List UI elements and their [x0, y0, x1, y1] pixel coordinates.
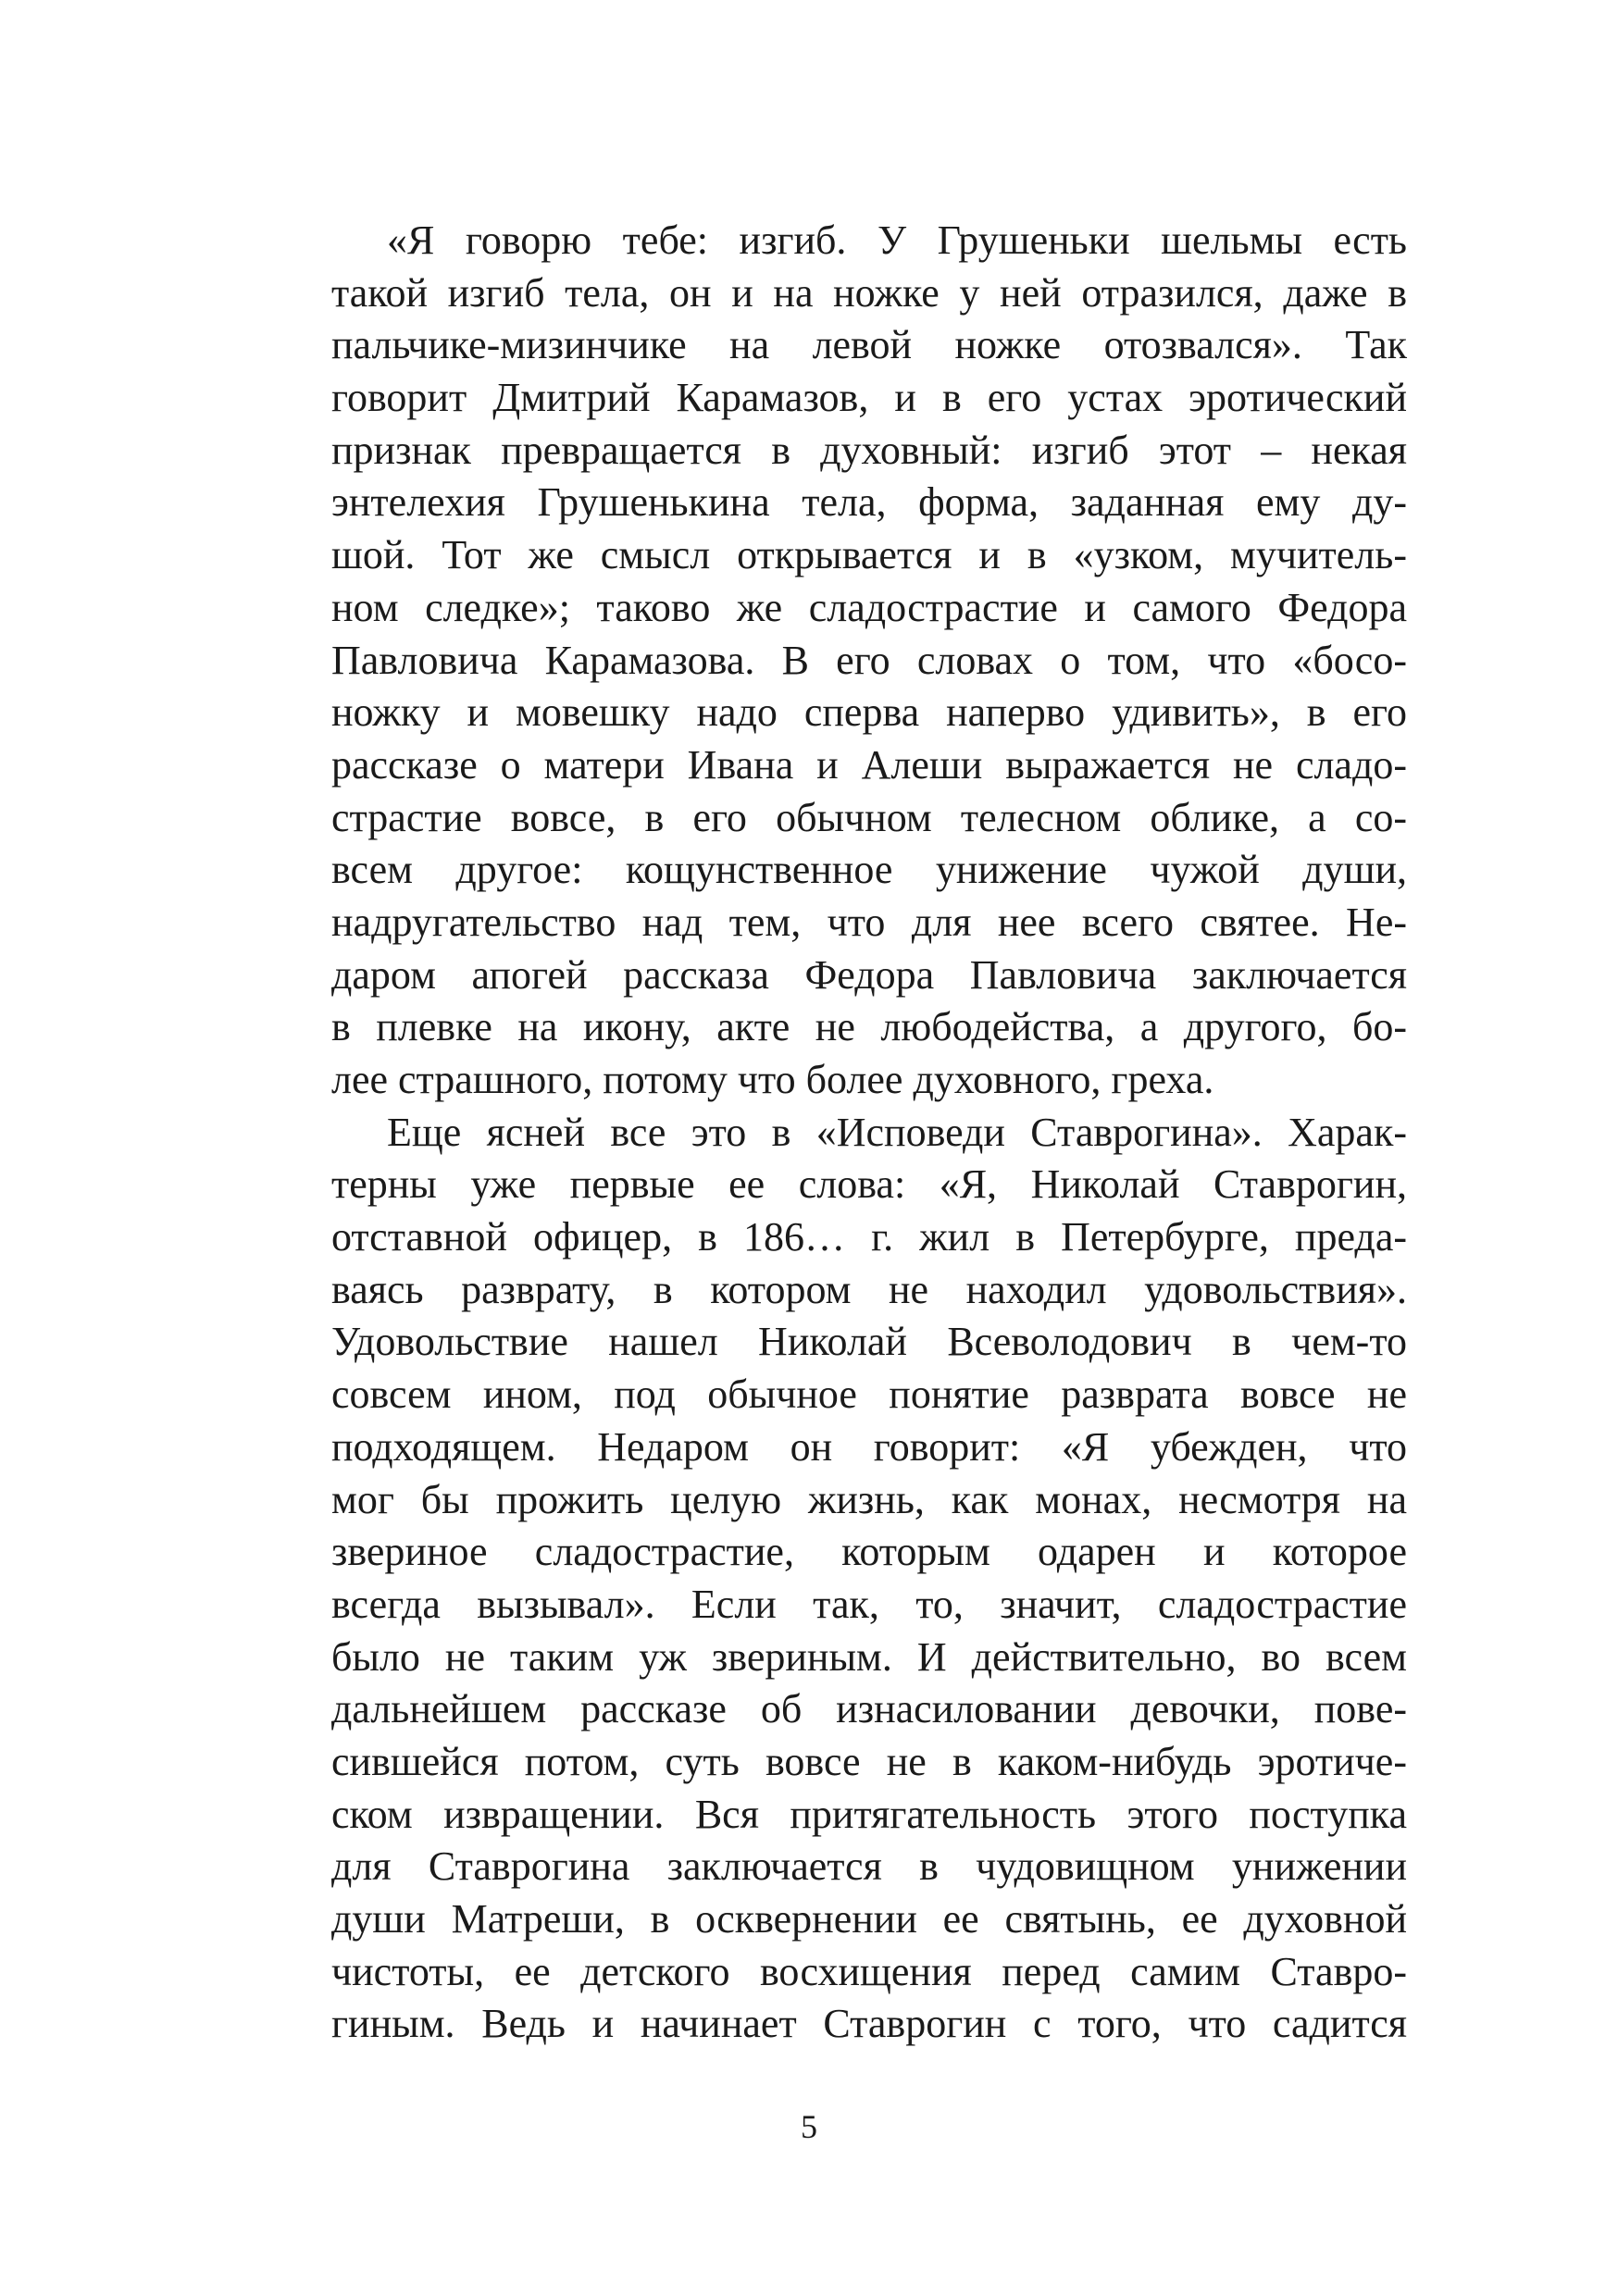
text-line: Удовольствие нашел Николай Всеволодович в чем-то — [331, 1319, 1407, 1365]
text-line: признак превращается в духовный: изгиб этот – некая — [331, 427, 1407, 473]
text-line: рассказе о матери Ивана и Алеши выражается не сладо- — [331, 741, 1407, 788]
text-line: страстие вовсе, в его обычном телесном облике, а со- — [331, 794, 1407, 840]
text-line: лее страшного, потому что более духовного, греха. — [331, 1057, 1214, 1102]
text-line: такой изгиб тела, он и на ножке у ней отразился, даже в — [331, 269, 1407, 316]
text-line: в плевке на икону, акте не любодейства, а другого, бо- — [331, 1004, 1407, 1050]
text-line: энтелехия Грушенькина тела, форма, заданная ему ду- — [331, 479, 1407, 526]
text-line: ском извращении. Вся притягательность этого поступка — [331, 1791, 1407, 1837]
text-line: мог бы прожить целую жизнь, как монах, несмотря на — [331, 1476, 1407, 1522]
text-line: «Я говорю тебе: изгиб. У Грушеньки шельмы есть — [387, 217, 1407, 263]
text-line: чистоты, ее детского восхищения перед самим Ставро- — [331, 1948, 1407, 1994]
text-line: терны уже первые ее слова: «Я, Николай Ставрогин, — [331, 1161, 1407, 1208]
text-line: души Матреши, в осквернении ее святынь, ее духовной — [331, 1896, 1407, 1942]
text-line: всегда вызывал». Если так, то, значит, сладострастие — [331, 1581, 1407, 1627]
text-line: сившейся потом, суть вовсе не в каком-нибудь эротиче- — [331, 1738, 1407, 1784]
text-line: надругательство над тем, что для нее всего святее. Не- — [331, 899, 1407, 945]
text-line: подходящем. Недаром он говорит: «Я убежден, что — [331, 1423, 1407, 1470]
text-line: гиным. Ведь и начинает Ставрогин с того, что садится — [331, 2001, 1407, 2047]
text-line: даром апогей рассказа Федора Павловича заключается — [331, 951, 1407, 998]
text-line: отставной офицер, в 186… г. жил в Петербурге, преда- — [331, 1214, 1407, 1260]
text-line: ном следке»; таково же сладострастие и самого Федора — [331, 584, 1407, 630]
page-number: 5 — [801, 2108, 817, 2145]
text-line: шой. Тот же смысл открывается и в «узком, мучитель- — [331, 532, 1407, 578]
text-line: было не таким уж звериным. И действительно, во всем — [331, 1633, 1407, 1680]
text-line: Еще ясней все это в «Исповеди Ставрогина». Харак- — [387, 1109, 1407, 1155]
text-line: звериное сладострастие, которым одарен и которое — [331, 1529, 1407, 1575]
text-line: дальнейшем рассказе об изнасиловании девочки, пове- — [331, 1686, 1407, 1732]
body-text — [331, 215, 1407, 2051]
text-line: совсем ином, под обычное понятие разврата вовсе не — [331, 1371, 1407, 1418]
text-line: говорит Дмитрий Карамазов, и в его устах эротический — [331, 375, 1407, 421]
text-line: ножку и мовешку надо сперва наперво удивить», в его — [331, 689, 1407, 736]
text-line: ваясь разврату, в котором не находил удовольствия». — [331, 1266, 1407, 1312]
text-line: для Ставрогина заключается в чудовищном унижении — [331, 1843, 1407, 1890]
text-line: Павловича Карамазова. В его словах о том, что «босо- — [331, 637, 1407, 683]
text-line: всем другое: кощунственное унижение чужой души, — [331, 847, 1407, 893]
text-line: пальчике-мизинчике на левой ножке отозвался». Так — [331, 322, 1407, 368]
